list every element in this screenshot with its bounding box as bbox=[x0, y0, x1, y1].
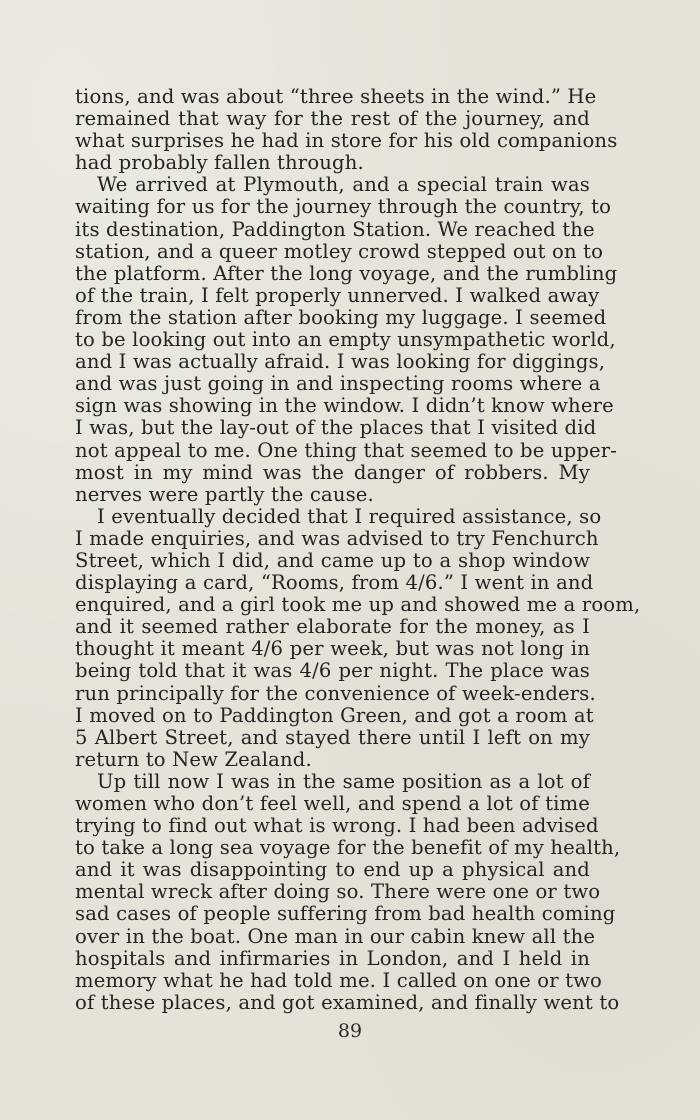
text-line: from the station after booking my luggage. I seemed bbox=[75, 305, 607, 329]
text-line: had probably fallen through. bbox=[75, 151, 364, 175]
text-line: to be looking out into an empty unsympathetic world, bbox=[75, 328, 616, 352]
text-line: tions, and was about “three sheets in the wind.” He bbox=[75, 85, 597, 108]
text-line: and it was disappointing to end up a physical and bbox=[75, 858, 590, 882]
text-line: I moved on to Paddington Green, and got a room at bbox=[75, 703, 594, 727]
text-line: sign was showing in the window. I didn’t know where bbox=[75, 394, 614, 418]
body-text bbox=[75, 85, 641, 1014]
text-line: memory what he had told me. I called on one or two bbox=[75, 968, 602, 992]
text-line: nerves were partly the cause. bbox=[75, 482, 374, 506]
text-line: most in my mind was the danger of robbers. My bbox=[75, 460, 590, 484]
text-line: I eventually decided that I required assistance, so bbox=[97, 504, 602, 528]
text-line: waiting for us for the journey through the country, to bbox=[75, 195, 612, 219]
text-line: displaying a card, “Rooms, from 4/6.” I went in and bbox=[75, 571, 594, 595]
text-line: hospitals and infirmaries in London, and I held in bbox=[75, 946, 590, 970]
text-line: Street, which I did, and came up to a shop window bbox=[75, 548, 590, 572]
page-number: 89 bbox=[337, 1020, 363, 1042]
text-line: 5 Albert Street, and stayed there until I left on my bbox=[75, 725, 590, 749]
text-line: the platform. After the long voyage, and the rumbling bbox=[75, 261, 618, 285]
text-line: run principally for the convenience of week-enders. bbox=[75, 681, 596, 705]
text-line: thought it meant 4/6 per week, but was not long in bbox=[75, 637, 590, 661]
text-line: remained that way for the rest of the journey, and bbox=[75, 107, 590, 131]
text-line: what surprises he had in store for his old companions bbox=[75, 129, 618, 153]
text-line: of these places, and got examined, and finally went to bbox=[75, 990, 620, 1014]
text-line: its destination, Paddington Station. We reached the bbox=[75, 217, 595, 241]
text-line: and I was actually afraid. I was looking for diggings, bbox=[75, 350, 606, 374]
text-line: over in the boat. One man in our cabin knew all the bbox=[75, 924, 596, 948]
text-line: and it seemed rather elaborate for the money, as I bbox=[75, 615, 590, 639]
text-line: being told that it was 4/6 per night. The place was bbox=[75, 659, 590, 683]
text-line: of the train, I felt properly unnerved. I walked away bbox=[75, 283, 600, 307]
text-line: mental wreck after doing so. There were one or two bbox=[75, 880, 601, 904]
text-line: and was just going in and inspecting rooms where a bbox=[75, 372, 601, 396]
text-line: I made enquiries, and was advised to try Fenchurch bbox=[75, 526, 599, 550]
text-line: enquired, and a girl took me up and showed me a room, bbox=[75, 593, 641, 617]
text-line: station, and a queer motley crowd stepped out on to bbox=[75, 239, 604, 263]
text-line: sad cases of people suffering from bad health coming bbox=[75, 902, 616, 926]
text-line: trying to find out what is wrong. I had been advised bbox=[75, 814, 599, 838]
text-line: return to New Zealand. bbox=[75, 747, 312, 771]
text-line: Up till now I was in the same position as a lot of bbox=[97, 769, 590, 793]
text-line: I was, but the lay-out of the places that I visited did bbox=[75, 416, 597, 440]
text-line: women who don’t feel well, and spend a lot of time bbox=[75, 792, 590, 815]
text-line: not appeal to me. One thing that seemed to be upper- bbox=[75, 438, 618, 462]
text-line: We arrived at Plymouth, and a special train was bbox=[97, 173, 590, 197]
text-line: to take a long sea voyage for the benefit of my health, bbox=[75, 836, 621, 860]
